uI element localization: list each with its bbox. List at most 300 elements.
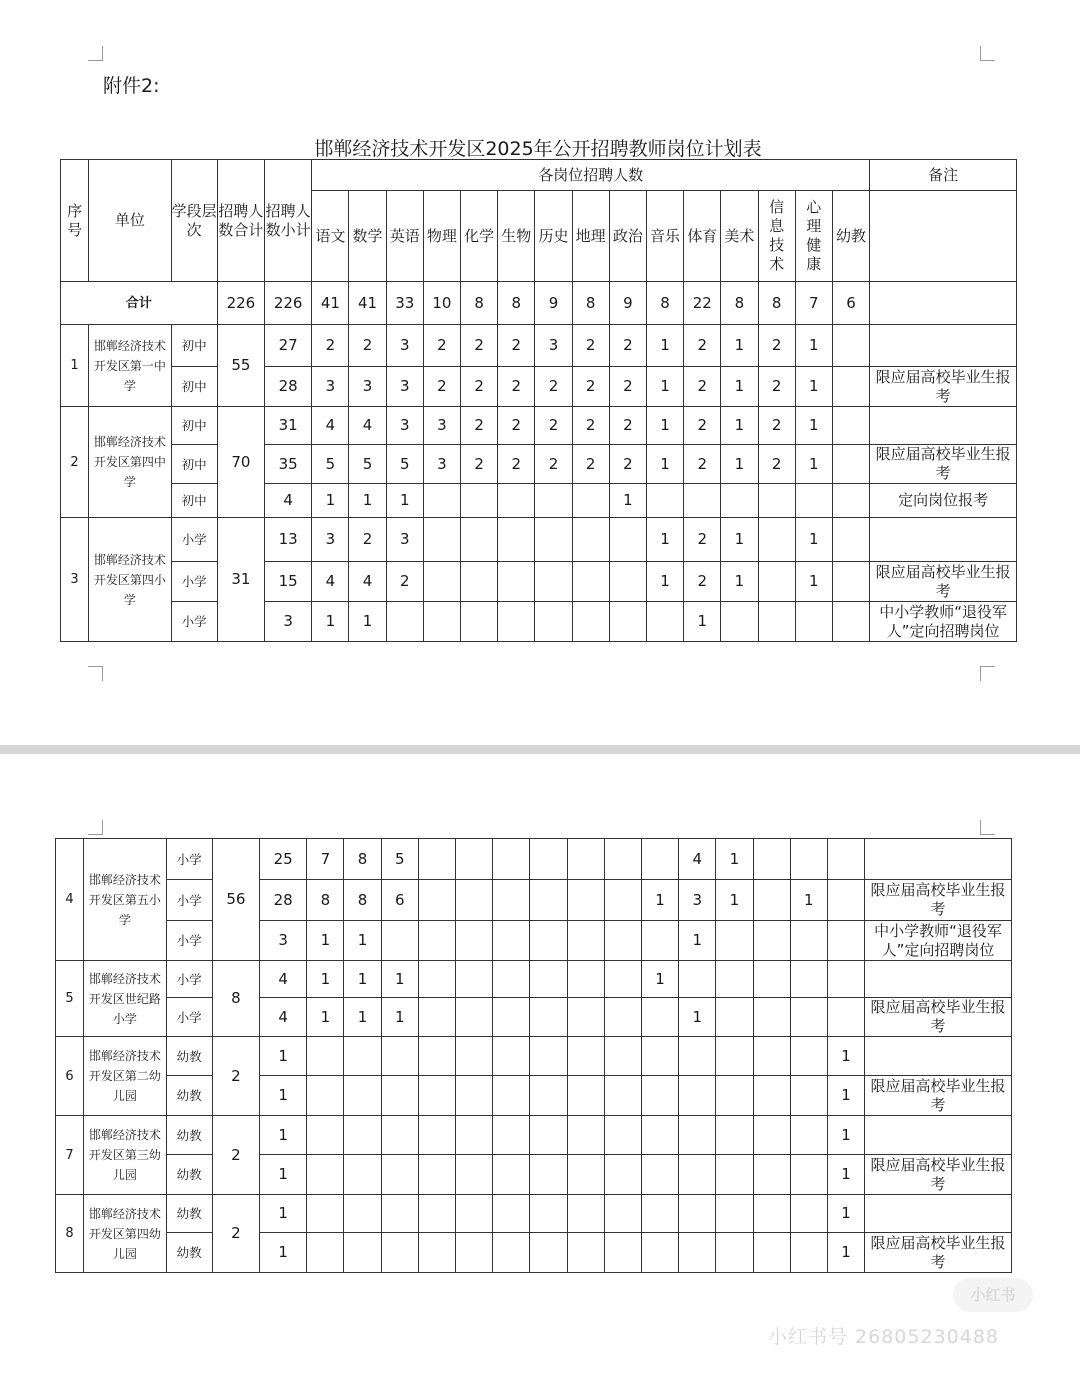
- row-value: [386, 602, 423, 642]
- row-note: 定向岗位报考: [870, 484, 1017, 518]
- row-value: 1: [795, 518, 832, 562]
- row-value: 1: [721, 325, 758, 367]
- row-value: 3: [386, 518, 423, 562]
- row-value: [530, 921, 567, 961]
- row-value: 8: [307, 880, 344, 921]
- row-value: 1: [344, 998, 381, 1037]
- row-note: 中小学教师“退役军人”定向招聘岗位: [870, 602, 1017, 642]
- row-value: [753, 1195, 790, 1233]
- row-value: 2: [461, 445, 498, 484]
- row-value: [418, 1195, 455, 1233]
- attachment-label: 附件2:: [103, 75, 160, 97]
- row-seq: 6: [56, 1037, 84, 1116]
- row-value: [572, 602, 609, 642]
- row-value: [456, 1037, 493, 1076]
- row-value: [418, 1037, 455, 1076]
- row-value: [753, 921, 790, 961]
- row-value: 2: [423, 367, 460, 407]
- row-value: 1: [307, 998, 344, 1037]
- row-value: [641, 1037, 678, 1076]
- row-value: [423, 484, 460, 518]
- row-value: [679, 961, 716, 998]
- header-subject: 物理: [423, 191, 460, 282]
- row-value: 1: [827, 1195, 864, 1233]
- row-value: [567, 1155, 604, 1195]
- row-value: [493, 961, 530, 998]
- summary-value: 8: [646, 282, 683, 325]
- row-value: [456, 1195, 493, 1233]
- summary-value: 41: [312, 282, 349, 325]
- row-value: [572, 484, 609, 518]
- row-value: [604, 1195, 641, 1233]
- row-value: [307, 1155, 344, 1195]
- row-value: [721, 602, 758, 642]
- row-value: 2: [461, 325, 498, 367]
- row-subtotal: 28: [260, 880, 307, 921]
- row-value: [753, 839, 790, 880]
- row-value: 2: [758, 325, 795, 367]
- row-value: [456, 1076, 493, 1116]
- row-value: [530, 998, 567, 1037]
- row-value: 1: [312, 484, 349, 518]
- row-note: [870, 325, 1017, 367]
- row-total: 8: [212, 961, 259, 1037]
- row-value: [418, 839, 455, 880]
- row-value: 2: [498, 407, 535, 445]
- row-stage: 小学: [171, 602, 217, 642]
- row-value: [418, 961, 455, 998]
- row-subtotal: 4: [260, 961, 307, 998]
- row-seq: 2: [61, 407, 89, 518]
- row-value: 3: [386, 407, 423, 445]
- row-value: [716, 1195, 753, 1233]
- row-unit: 邯郸经济技术开发区第三幼儿园: [84, 1116, 166, 1195]
- row-value: [493, 1195, 530, 1233]
- row-value: [827, 880, 864, 921]
- row-note: 限应届高校毕业生报考: [870, 562, 1017, 602]
- row-value: [418, 1116, 455, 1155]
- row-value: [530, 1076, 567, 1116]
- row-value: 1: [344, 961, 381, 998]
- table-row: [56, 1195, 1012, 1233]
- row-value: [418, 1155, 455, 1195]
- header-note-blank: [870, 191, 1017, 282]
- row-value: [567, 1076, 604, 1116]
- row-value: [418, 1233, 455, 1273]
- row-value: 4: [349, 407, 386, 445]
- row-total: 31: [217, 518, 264, 642]
- row-value: 2: [609, 367, 646, 407]
- row-value: [790, 1233, 827, 1273]
- row-subtotal: 4: [260, 998, 307, 1037]
- row-value: [753, 1076, 790, 1116]
- row-value: [604, 880, 641, 921]
- row-value: 1: [827, 1155, 864, 1195]
- row-value: [679, 1037, 716, 1076]
- row-value: 1: [646, 562, 683, 602]
- row-value: [344, 1195, 381, 1233]
- row-unit: 邯郸经济技术开发区世纪路小学: [84, 961, 166, 1037]
- row-value: [344, 1116, 381, 1155]
- row-value: 2: [572, 325, 609, 367]
- row-unit: 邯郸经济技术开发区第四幼儿园: [84, 1195, 166, 1273]
- row-value: 2: [609, 407, 646, 445]
- row-value: 8: [344, 839, 381, 880]
- row-value: 2: [758, 367, 795, 407]
- corner-mark-top-left: [88, 46, 103, 61]
- row-value: 1: [716, 880, 753, 921]
- row-value: [641, 1116, 678, 1155]
- row-value: [381, 1233, 418, 1273]
- row-value: [604, 961, 641, 998]
- table-row: [61, 367, 1017, 407]
- row-total: 55: [217, 325, 264, 407]
- row-value: 2: [535, 367, 572, 407]
- row-value: [827, 998, 864, 1037]
- row-value: 2: [758, 407, 795, 445]
- row-value: 1: [646, 518, 683, 562]
- row-value: 3: [423, 407, 460, 445]
- summary-value: 8: [461, 282, 498, 325]
- row-value: [381, 1116, 418, 1155]
- row-note: [865, 1116, 1012, 1155]
- row-value: 1: [349, 484, 386, 518]
- summary-value: 6: [832, 282, 869, 325]
- row-value: 2: [684, 325, 721, 367]
- row-value: [456, 921, 493, 961]
- row-value: [609, 518, 646, 562]
- row-value: 1: [795, 325, 832, 367]
- row-value: [604, 921, 641, 961]
- row-value: [567, 998, 604, 1037]
- row-value: 1: [646, 407, 683, 445]
- row-stage: 幼教: [166, 1155, 212, 1195]
- row-value: 1: [790, 880, 827, 921]
- row-value: [461, 484, 498, 518]
- row-value: [646, 484, 683, 518]
- row-note: [865, 1037, 1012, 1076]
- row-value: [827, 839, 864, 880]
- row-value: [790, 1195, 827, 1233]
- corner-mark-bottom-left: [88, 666, 103, 681]
- row-value: [418, 880, 455, 921]
- row-value: 3: [386, 367, 423, 407]
- row-value: 1: [721, 518, 758, 562]
- row-note: [865, 1195, 1012, 1233]
- header-subject: 心理健康: [795, 191, 832, 282]
- row-value: 1: [381, 998, 418, 1037]
- row-value: [832, 445, 869, 484]
- row-value: [609, 602, 646, 642]
- row-value: 3: [312, 518, 349, 562]
- header-subject: 历史: [535, 191, 572, 282]
- row-value: [418, 921, 455, 961]
- row-value: 1: [344, 921, 381, 961]
- corner-mark-top-left: [88, 820, 103, 835]
- row-value: [493, 1233, 530, 1273]
- row-note: 限应届高校毕业生报考: [870, 445, 1017, 484]
- row-value: [646, 602, 683, 642]
- row-unit: 邯郸经济技术开发区第二幼儿园: [84, 1037, 166, 1116]
- row-value: [307, 1037, 344, 1076]
- row-value: [535, 562, 572, 602]
- row-value: [530, 961, 567, 998]
- row-value: 1: [827, 1116, 864, 1155]
- row-value: 4: [349, 562, 386, 602]
- table-row: [56, 880, 1012, 921]
- row-value: [604, 1233, 641, 1273]
- header-subject: 美术: [721, 191, 758, 282]
- row-value: 2: [684, 407, 721, 445]
- row-subtotal: 1: [260, 1195, 307, 1233]
- row-stage: 幼教: [166, 1076, 212, 1116]
- table-row: [56, 839, 1012, 880]
- row-value: [461, 518, 498, 562]
- row-value: 2: [684, 445, 721, 484]
- row-value: 2: [684, 562, 721, 602]
- row-total: 2: [212, 1037, 259, 1116]
- row-value: 3: [349, 367, 386, 407]
- row-value: 2: [572, 445, 609, 484]
- row-value: [716, 1155, 753, 1195]
- row-total: 2: [212, 1116, 259, 1195]
- row-value: 7: [307, 839, 344, 880]
- row-value: [498, 562, 535, 602]
- row-value: 1: [386, 484, 423, 518]
- header-stage: 学段层次: [171, 160, 217, 282]
- row-value: [790, 1076, 827, 1116]
- row-value: [753, 1116, 790, 1155]
- row-value: [493, 1116, 530, 1155]
- row-stage: 小学: [166, 921, 212, 961]
- row-subtotal: 27: [265, 325, 312, 367]
- row-value: [832, 518, 869, 562]
- table-row: [56, 1155, 1012, 1195]
- row-value: [790, 1155, 827, 1195]
- row-subtotal: 4: [265, 484, 312, 518]
- row-value: 2: [609, 445, 646, 484]
- header-seq: 序号: [61, 160, 89, 282]
- row-value: [753, 1233, 790, 1273]
- row-value: [716, 1076, 753, 1116]
- row-value: 2: [498, 325, 535, 367]
- row-value: 1: [609, 484, 646, 518]
- row-value: [832, 602, 869, 642]
- summary-value: 8: [572, 282, 609, 325]
- row-value: [679, 1155, 716, 1195]
- row-value: [604, 1116, 641, 1155]
- row-value: 3: [312, 367, 349, 407]
- row-value: [832, 367, 869, 407]
- row-value: [493, 921, 530, 961]
- row-value: [795, 602, 832, 642]
- row-value: [716, 1233, 753, 1273]
- row-value: [827, 961, 864, 998]
- row-value: [381, 1076, 418, 1116]
- header-positions-group: 各岗位招聘人数: [312, 160, 870, 191]
- row-unit: 邯郸经济技术开发区第四小学: [89, 518, 171, 642]
- row-value: [567, 839, 604, 880]
- row-total: 2: [212, 1195, 259, 1273]
- row-value: [456, 961, 493, 998]
- row-value: [381, 1037, 418, 1076]
- row-value: 2: [498, 367, 535, 407]
- row-value: 4: [679, 839, 716, 880]
- row-value: 3: [386, 325, 423, 367]
- row-value: [679, 1116, 716, 1155]
- row-stage: 初中: [171, 445, 217, 484]
- row-value: 2: [572, 407, 609, 445]
- row-value: [567, 961, 604, 998]
- row-value: [456, 1155, 493, 1195]
- row-value: [530, 839, 567, 880]
- row-value: [609, 562, 646, 602]
- row-value: [423, 562, 460, 602]
- table-row: [61, 602, 1017, 642]
- row-value: 2: [758, 445, 795, 484]
- row-stage: 幼教: [166, 1195, 212, 1233]
- row-value: 1: [795, 367, 832, 407]
- row-value: [493, 1037, 530, 1076]
- row-value: 1: [827, 1037, 864, 1076]
- corner-mark-top-right: [980, 46, 995, 61]
- row-value: [721, 484, 758, 518]
- row-stage: 小学: [171, 562, 217, 602]
- corner-mark-bottom-right: [980, 666, 995, 681]
- row-value: [344, 1076, 381, 1116]
- summary-label: 合计: [61, 282, 218, 325]
- row-value: [679, 1233, 716, 1273]
- table-row: [56, 1037, 1012, 1076]
- row-value: [381, 1155, 418, 1195]
- row-value: [641, 998, 678, 1037]
- row-value: [498, 484, 535, 518]
- row-value: 1: [684, 602, 721, 642]
- row-value: [530, 1037, 567, 1076]
- row-value: 2: [498, 445, 535, 484]
- row-value: [456, 1233, 493, 1273]
- row-note: [870, 407, 1017, 445]
- row-value: 1: [721, 445, 758, 484]
- summary-total: 226: [217, 282, 264, 325]
- row-value: 2: [349, 325, 386, 367]
- row-note: 中小学教师“退役军人”定向招聘岗位: [865, 921, 1012, 961]
- row-seq: 5: [56, 961, 84, 1037]
- row-value: [790, 1037, 827, 1076]
- row-value: 2: [609, 325, 646, 367]
- summary-note: [870, 282, 1017, 325]
- row-value: 5: [386, 445, 423, 484]
- row-unit: 邯郸经济技术开发区第五小学: [84, 839, 166, 961]
- row-value: [307, 1076, 344, 1116]
- row-value: 1: [827, 1076, 864, 1116]
- watermark-badge: 小红书: [953, 1278, 1033, 1312]
- row-value: 1: [307, 921, 344, 961]
- row-value: 2: [684, 367, 721, 407]
- row-stage: 小学: [166, 961, 212, 998]
- summary-value: 8: [721, 282, 758, 325]
- row-stage: 小学: [166, 880, 212, 921]
- header-total: 招聘人数合计: [217, 160, 264, 282]
- row-value: 1: [721, 367, 758, 407]
- row-value: [567, 1195, 604, 1233]
- row-value: [418, 998, 455, 1037]
- row-value: 1: [795, 445, 832, 484]
- row-subtotal: 28: [265, 367, 312, 407]
- row-subtotal: 13: [265, 518, 312, 562]
- page-separator: [0, 745, 1080, 754]
- row-value: 2: [572, 367, 609, 407]
- row-value: 1: [349, 602, 386, 642]
- row-subtotal: 35: [265, 445, 312, 484]
- row-value: [684, 484, 721, 518]
- row-value: [753, 1037, 790, 1076]
- row-value: [753, 961, 790, 998]
- row-value: 2: [461, 367, 498, 407]
- page-2: [0, 754, 1080, 1378]
- row-value: 1: [679, 921, 716, 961]
- row-value: [423, 602, 460, 642]
- row-stage: 初中: [171, 484, 217, 518]
- row-value: [753, 998, 790, 1037]
- row-subtotal: 3: [265, 602, 312, 642]
- row-value: 6: [381, 880, 418, 921]
- table-row: [56, 998, 1012, 1037]
- row-value: 8: [344, 880, 381, 921]
- row-value: [530, 1233, 567, 1273]
- row-subtotal: 3: [260, 921, 307, 961]
- row-value: 1: [795, 562, 832, 602]
- row-value: [790, 839, 827, 880]
- row-seq: 4: [56, 839, 84, 961]
- summary-value: 41: [349, 282, 386, 325]
- row-value: [604, 1037, 641, 1076]
- row-value: [567, 1037, 604, 1076]
- row-value: [790, 1116, 827, 1155]
- row-value: [832, 407, 869, 445]
- table-row: [61, 325, 1017, 367]
- row-unit: 邯郸经济技术开发区第四中学: [89, 407, 171, 518]
- row-value: [567, 921, 604, 961]
- row-value: 1: [646, 325, 683, 367]
- row-value: [572, 518, 609, 562]
- row-value: [641, 1233, 678, 1273]
- row-value: [493, 998, 530, 1037]
- row-value: 2: [535, 445, 572, 484]
- row-value: [716, 921, 753, 961]
- row-value: [567, 880, 604, 921]
- row-value: 5: [349, 445, 386, 484]
- row-value: [530, 880, 567, 921]
- row-value: [790, 961, 827, 998]
- row-value: [604, 839, 641, 880]
- summary-value: 7: [795, 282, 832, 325]
- row-value: [493, 839, 530, 880]
- row-subtotal: 15: [265, 562, 312, 602]
- row-value: [498, 518, 535, 562]
- row-value: 1: [381, 961, 418, 998]
- row-value: [307, 1116, 344, 1155]
- row-seq: 3: [61, 518, 89, 642]
- row-value: [456, 880, 493, 921]
- row-value: [530, 1116, 567, 1155]
- row-value: [418, 1076, 455, 1116]
- row-value: 2: [386, 562, 423, 602]
- row-value: 2: [312, 325, 349, 367]
- row-value: 2: [684, 518, 721, 562]
- row-value: 3: [423, 445, 460, 484]
- recruitment-plan-table: [60, 159, 1017, 642]
